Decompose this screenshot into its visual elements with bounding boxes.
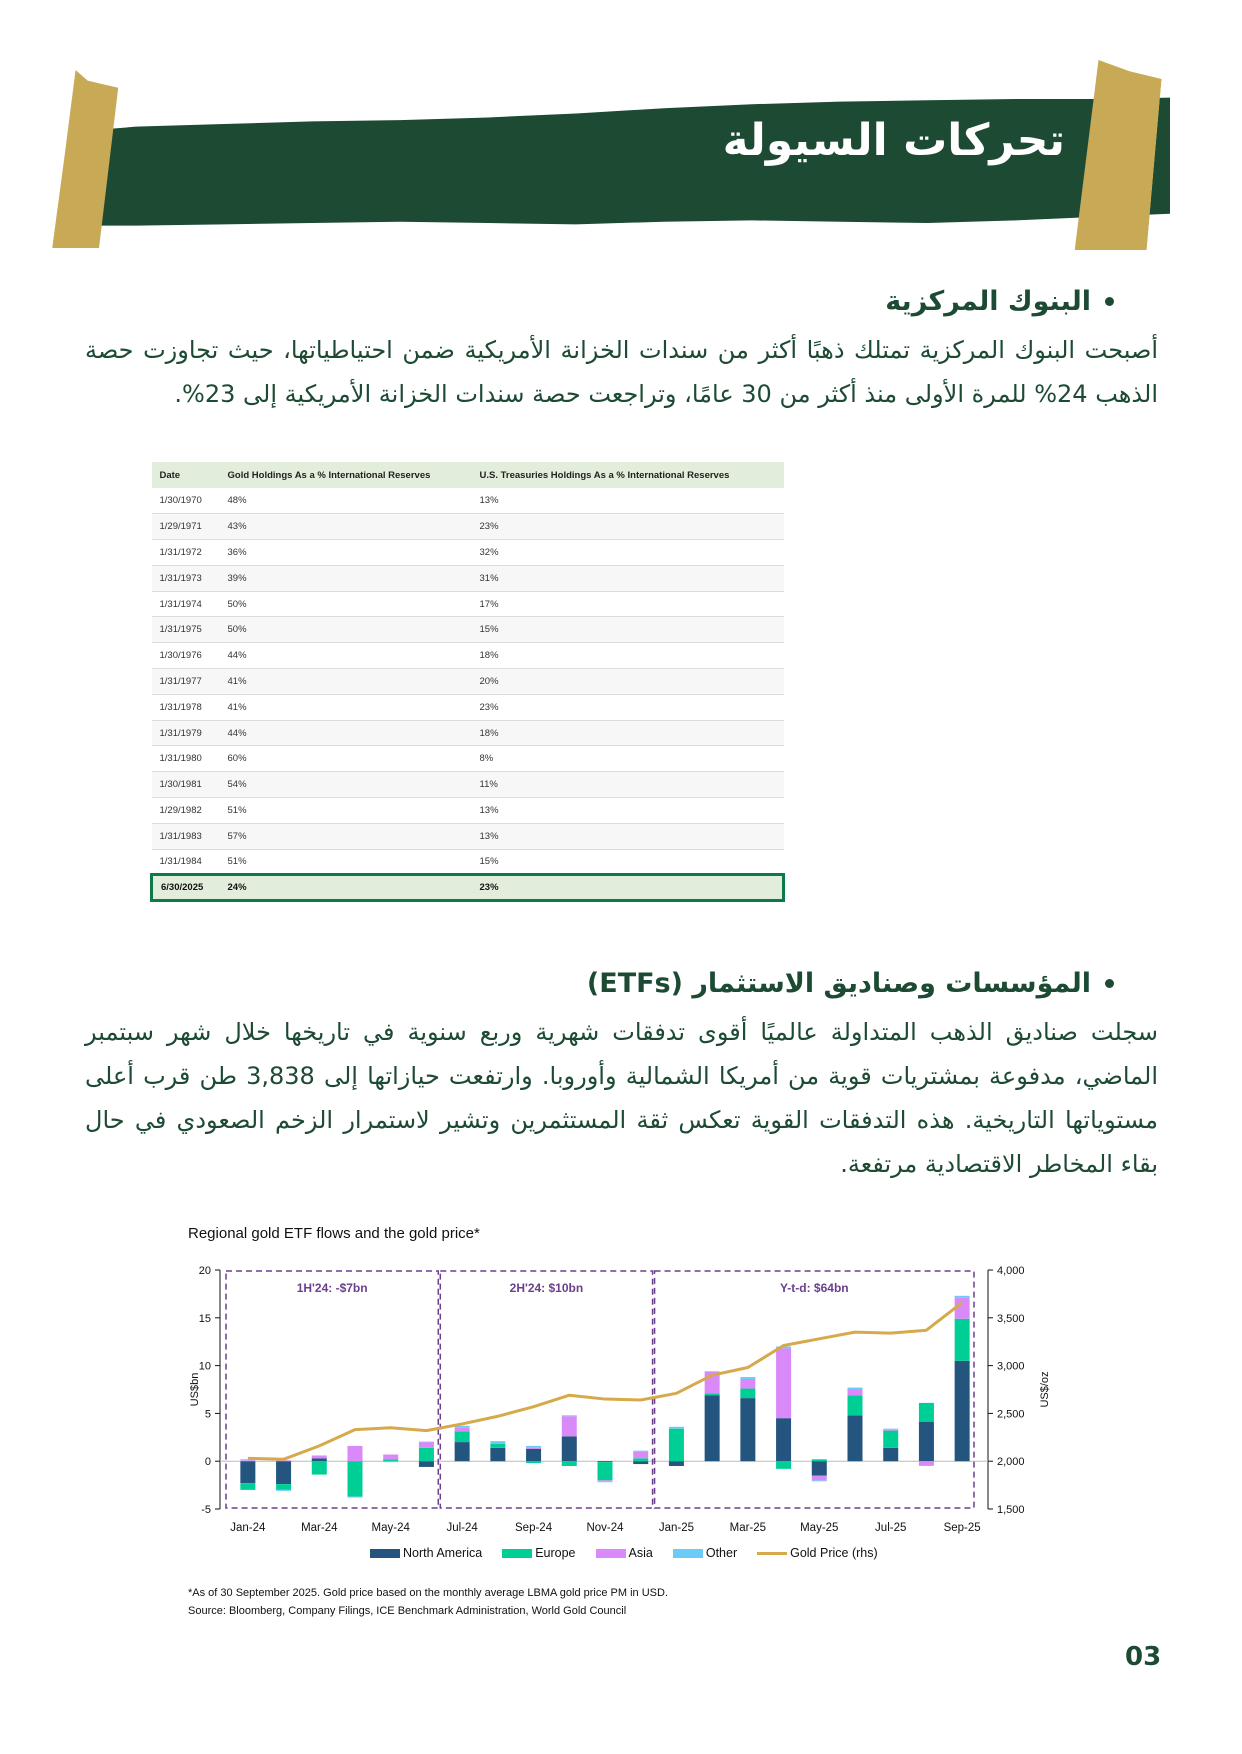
cell-date: 1/31/1978	[152, 694, 220, 720]
cell-gold: 36%	[220, 540, 472, 566]
legend-swatch-icon	[673, 1549, 703, 1558]
bar-segment	[848, 1395, 863, 1415]
bar-segment	[955, 1361, 970, 1461]
cell-date: 1/31/1977	[152, 669, 220, 695]
bar-segment	[955, 1296, 970, 1298]
etf-paragraph: سجلت صناديق الذهب المتداولة عالميًا أقوى تدفقات شهرية وربع سنوية في تاريخها خلال شهر سبتمبر الماضي، مدفوعة بمشتريات قوية من أمريكا الشمالية وأوروبا. وارتفعت حيازاتها إلى 3,838 طن قرب أعلى مستوياتها التاريخية. هذه التدفقات القوية تعكس ثقة المستثمرين وتشير لاستمرار الزخم الصعودي في حال بقاء المخاطر الاقتصادية مرتفعة.	[85, 1018, 1158, 1178]
cell-treasuries: 17%	[472, 591, 784, 617]
legend-label: Gold Price (rhs)	[790, 1546, 878, 1560]
bar-segment	[240, 1483, 255, 1490]
cell-date: 1/29/1982	[152, 798, 220, 824]
bar-segment	[526, 1449, 541, 1461]
bar-segment	[562, 1436, 577, 1461]
legend-item	[370, 1546, 482, 1560]
cell-treasuries: 13%	[472, 798, 784, 824]
bar-segment	[419, 1442, 434, 1443]
cell-treasuries: 23%	[472, 694, 784, 720]
cell-date: 1/31/1972	[152, 540, 220, 566]
header-gold-holdings: Gold Holdings As a % International Reserves	[220, 462, 472, 488]
bar-segment	[776, 1348, 791, 1418]
cell-treasuries: 32%	[472, 540, 784, 566]
legend-item	[757, 1546, 878, 1560]
x-tick-label: Nov-24	[586, 1522, 624, 1534]
bar-segment	[562, 1416, 577, 1436]
bar-segment	[669, 1429, 684, 1462]
bar-segment	[490, 1448, 505, 1461]
section-heading-central-banks	[885, 286, 1114, 317]
cell-gold: 51%	[220, 798, 472, 824]
x-tick-label: Mar-24	[301, 1522, 338, 1534]
left-tick-label: 5	[204, 1408, 211, 1421]
x-tick-label: May-25	[800, 1522, 839, 1534]
section-heading-text: المؤسسات وصناديق الاستثمار (ETFs)	[586, 968, 1091, 999]
highlighted-table-row	[152, 875, 784, 901]
bullet-icon	[1105, 297, 1114, 306]
section-heading-etfs	[587, 968, 1114, 999]
cell-date: 1/31/1979	[152, 720, 220, 746]
left-tick-label: 0	[204, 1456, 211, 1469]
legend-item	[502, 1546, 575, 1560]
table-row	[152, 643, 784, 669]
cell-gold: 44%	[220, 643, 472, 669]
bar-segment	[883, 1431, 898, 1448]
chart-title: Regional gold ETF flows and the gold price*	[188, 1225, 480, 1242]
bar-segment	[598, 1461, 613, 1462]
bar-segment	[348, 1461, 363, 1496]
legend-item	[673, 1546, 737, 1560]
bar-segment	[276, 1484, 291, 1490]
bar-segment	[669, 1461, 684, 1466]
cell-treasuries: 13%	[472, 488, 784, 514]
table-row	[152, 488, 784, 514]
table-row	[152, 669, 784, 695]
cell-gold: 44%	[220, 720, 472, 746]
bar-segment	[490, 1444, 505, 1448]
table-row	[152, 772, 784, 798]
bar-segment	[883, 1430, 898, 1431]
cell-date: 1/31/1975	[152, 617, 220, 643]
right-tick-label: 2,000	[997, 1456, 1025, 1469]
bar-segment	[633, 1461, 648, 1464]
right-tick-label: 1,500	[997, 1504, 1025, 1516]
chart-source: Source: Bloomberg, Company Filings, ICE Benchmark Administration, World Gold Council	[188, 1605, 627, 1617]
x-tick-label: Jan-24	[230, 1522, 266, 1534]
table-row	[152, 591, 784, 617]
reserves-table	[150, 462, 785, 902]
table-row	[152, 694, 784, 720]
legend-line-icon	[757, 1552, 787, 1555]
cell-gold: 51%	[220, 849, 472, 875]
bar-segment	[776, 1418, 791, 1461]
bar-segment	[919, 1422, 934, 1461]
annotation-box	[440, 1271, 652, 1508]
left-tick-label: 20	[198, 1265, 211, 1277]
legend-swatch-icon	[370, 1549, 400, 1558]
bar-segment	[919, 1403, 934, 1422]
cell-treasuries: 18%	[472, 643, 784, 669]
page-banner	[55, 55, 1190, 250]
cell-date: 1/30/1981	[152, 772, 220, 798]
bar-segment	[633, 1452, 648, 1459]
table-row	[152, 720, 784, 746]
annotation-label: Y-t-d: $64bn	[779, 1281, 849, 1295]
cell-treasuries: 13%	[472, 823, 784, 849]
bar-segment	[562, 1415, 577, 1416]
bar-segment	[812, 1461, 827, 1475]
table-header-row	[152, 462, 784, 488]
cell-treasuries: 23%	[472, 875, 784, 901]
bar-segment	[419, 1448, 434, 1461]
annotation-label: 2H'24: $10bn	[509, 1281, 584, 1295]
cell-treasuries: 20%	[472, 669, 784, 695]
section-heading-text: البنوك المركزية	[885, 286, 1091, 317]
table-row	[152, 823, 784, 849]
cell-gold: 57%	[220, 823, 472, 849]
x-tick-label: Jul-24	[446, 1522, 478, 1534]
legend-swatch-icon	[502, 1549, 532, 1558]
bar-segment	[633, 1451, 648, 1452]
cell-date: 1/30/1976	[152, 643, 220, 669]
right-tape-decoration	[1075, 60, 1164, 250]
bar-segment	[848, 1415, 863, 1461]
x-tick-label: Jul-25	[875, 1522, 907, 1534]
table-row	[152, 849, 784, 875]
bar-segment	[812, 1480, 827, 1481]
legend-label: Asia	[628, 1546, 653, 1560]
chart-legend	[370, 1546, 878, 1560]
bar-segment	[240, 1461, 255, 1483]
bar-segment	[419, 1442, 434, 1448]
cell-date: 6/30/2025	[152, 875, 220, 901]
table-row	[152, 565, 784, 591]
bar-segment	[848, 1390, 863, 1396]
legend-label: North America	[403, 1546, 483, 1560]
bar-segment	[312, 1455, 327, 1458]
cell-date: 1/30/1970	[152, 488, 220, 514]
bar-segment	[383, 1461, 398, 1462]
bar-segment	[740, 1389, 755, 1399]
bar-segment	[919, 1465, 934, 1466]
legend-label: Other	[705, 1546, 738, 1560]
cell-gold: 54%	[220, 772, 472, 798]
bar-segment	[455, 1428, 470, 1432]
x-tick-label: Mar-25	[729, 1522, 767, 1534]
page-title: تحركات السيولة	[722, 115, 1065, 166]
x-tick-label: May-24	[371, 1522, 410, 1534]
cell-treasuries: 31%	[472, 565, 784, 591]
central-banks-paragraph: أصبحت البنوك المركزية تمتلك ذهبًا أكثر من سندات الخزانة الأمريكية ضمن احتياطياتها، حيث تجاوزت حصة الذهب 24% للمرة الأولى منذ أكثر من 30 عامًا، وتراجعت حصة سندات الخزانة الأمريكية إلى 23%.	[85, 336, 1158, 408]
x-tick-label: Sep-24	[515, 1522, 553, 1534]
chart-plot	[180, 1225, 1080, 1545]
cell-gold: 50%	[220, 591, 472, 617]
cell-date: 1/31/1974	[152, 591, 220, 617]
cell-treasuries: 8%	[472, 746, 784, 772]
cell-date: 1/31/1973	[152, 565, 220, 591]
table-row	[152, 540, 784, 566]
bar-segment	[883, 1429, 898, 1430]
bar-segment	[740, 1379, 755, 1389]
bar-segment	[526, 1448, 541, 1449]
bar-segment	[812, 1476, 827, 1481]
table-row	[152, 746, 784, 772]
bar-segment	[740, 1377, 755, 1379]
cell-date: 1/31/1980	[152, 746, 220, 772]
cell-treasuries: 11%	[472, 772, 784, 798]
bar-segment	[740, 1398, 755, 1461]
right-tick-label: 2,500	[997, 1408, 1025, 1421]
cell-treasuries: 18%	[472, 720, 784, 746]
x-tick-label: Sep-25	[943, 1522, 981, 1534]
cell-gold: 24%	[220, 875, 472, 901]
cell-treasuries: 15%	[472, 617, 784, 643]
right-axis-label: US$/oz	[1039, 1371, 1051, 1408]
bar-segment	[955, 1319, 970, 1361]
bar-segment	[598, 1462, 613, 1480]
bar-segment	[526, 1446, 541, 1448]
header-date: Date	[152, 462, 220, 488]
bar-segment	[669, 1427, 684, 1429]
left-tick-label: 10	[198, 1360, 211, 1373]
cell-gold: 50%	[220, 617, 472, 643]
bar-segment	[348, 1446, 363, 1461]
cell-gold: 60%	[220, 746, 472, 772]
right-tick-label: 3,500	[997, 1312, 1025, 1325]
bar-segment	[383, 1455, 398, 1460]
bar-segment	[490, 1441, 505, 1444]
bar-segment	[383, 1459, 398, 1461]
bullet-icon	[1105, 979, 1114, 988]
left-tick-label: 15	[198, 1312, 211, 1325]
cell-gold: 43%	[220, 514, 472, 540]
cell-gold: 41%	[220, 694, 472, 720]
cell-date: 1/31/1983	[152, 823, 220, 849]
annotation-box	[226, 1271, 438, 1508]
bar-segment	[562, 1461, 577, 1466]
bar-segment	[348, 1497, 363, 1498]
bar-segment	[598, 1480, 613, 1481]
cell-gold: 48%	[220, 488, 472, 514]
right-tick-label: 4,000	[997, 1265, 1025, 1277]
cell-gold: 39%	[220, 565, 472, 591]
bar-segment	[919, 1461, 934, 1465]
header-treasuries-holdings: U.S. Treasuries Holdings As a % International Reserves	[472, 462, 784, 488]
annotation-label: 1H'24: -$7bn	[296, 1281, 368, 1295]
chart-footnote: *As of 30 September 2025. Gold price based on the monthly average LBMA gold price PM in USD.	[188, 1587, 668, 1599]
bar-segment	[776, 1461, 791, 1469]
bar-segment	[240, 1460, 255, 1461]
legend-label: Europe	[535, 1546, 576, 1560]
cell-date: 1/31/1984	[152, 849, 220, 875]
bar-segment	[848, 1388, 863, 1390]
x-tick-label: Jan-25	[658, 1522, 695, 1534]
left-axis-label: US$bn	[189, 1372, 201, 1407]
cell-date: 1/29/1971	[152, 514, 220, 540]
left-tick-label: -5	[201, 1504, 211, 1516]
etf-flows-chart	[180, 1225, 1080, 1625]
page-number: 03	[1125, 1642, 1162, 1672]
bar-segment	[705, 1393, 720, 1395]
cell-treasuries: 23%	[472, 514, 784, 540]
table-row	[152, 617, 784, 643]
bar-segment	[455, 1442, 470, 1461]
right-tick-label: 3,000	[997, 1360, 1025, 1373]
bar-segment	[312, 1461, 327, 1474]
bar-segment	[883, 1448, 898, 1461]
legend-item	[596, 1546, 653, 1560]
bar-segment	[276, 1461, 291, 1484]
legend-swatch-icon	[596, 1549, 626, 1558]
bar-segment	[276, 1490, 291, 1491]
bar-segment	[705, 1395, 720, 1461]
bar-segment	[598, 1481, 613, 1482]
bar-segment	[455, 1432, 470, 1443]
bar-segment	[812, 1459, 827, 1461]
table-row	[152, 798, 784, 824]
cell-treasuries: 15%	[472, 849, 784, 875]
cell-gold: 41%	[220, 669, 472, 695]
bar-segment	[526, 1461, 541, 1463]
bar-segment	[633, 1458, 648, 1461]
bar-segment	[419, 1461, 434, 1467]
bar-segment	[312, 1458, 327, 1461]
table-row	[152, 514, 784, 540]
